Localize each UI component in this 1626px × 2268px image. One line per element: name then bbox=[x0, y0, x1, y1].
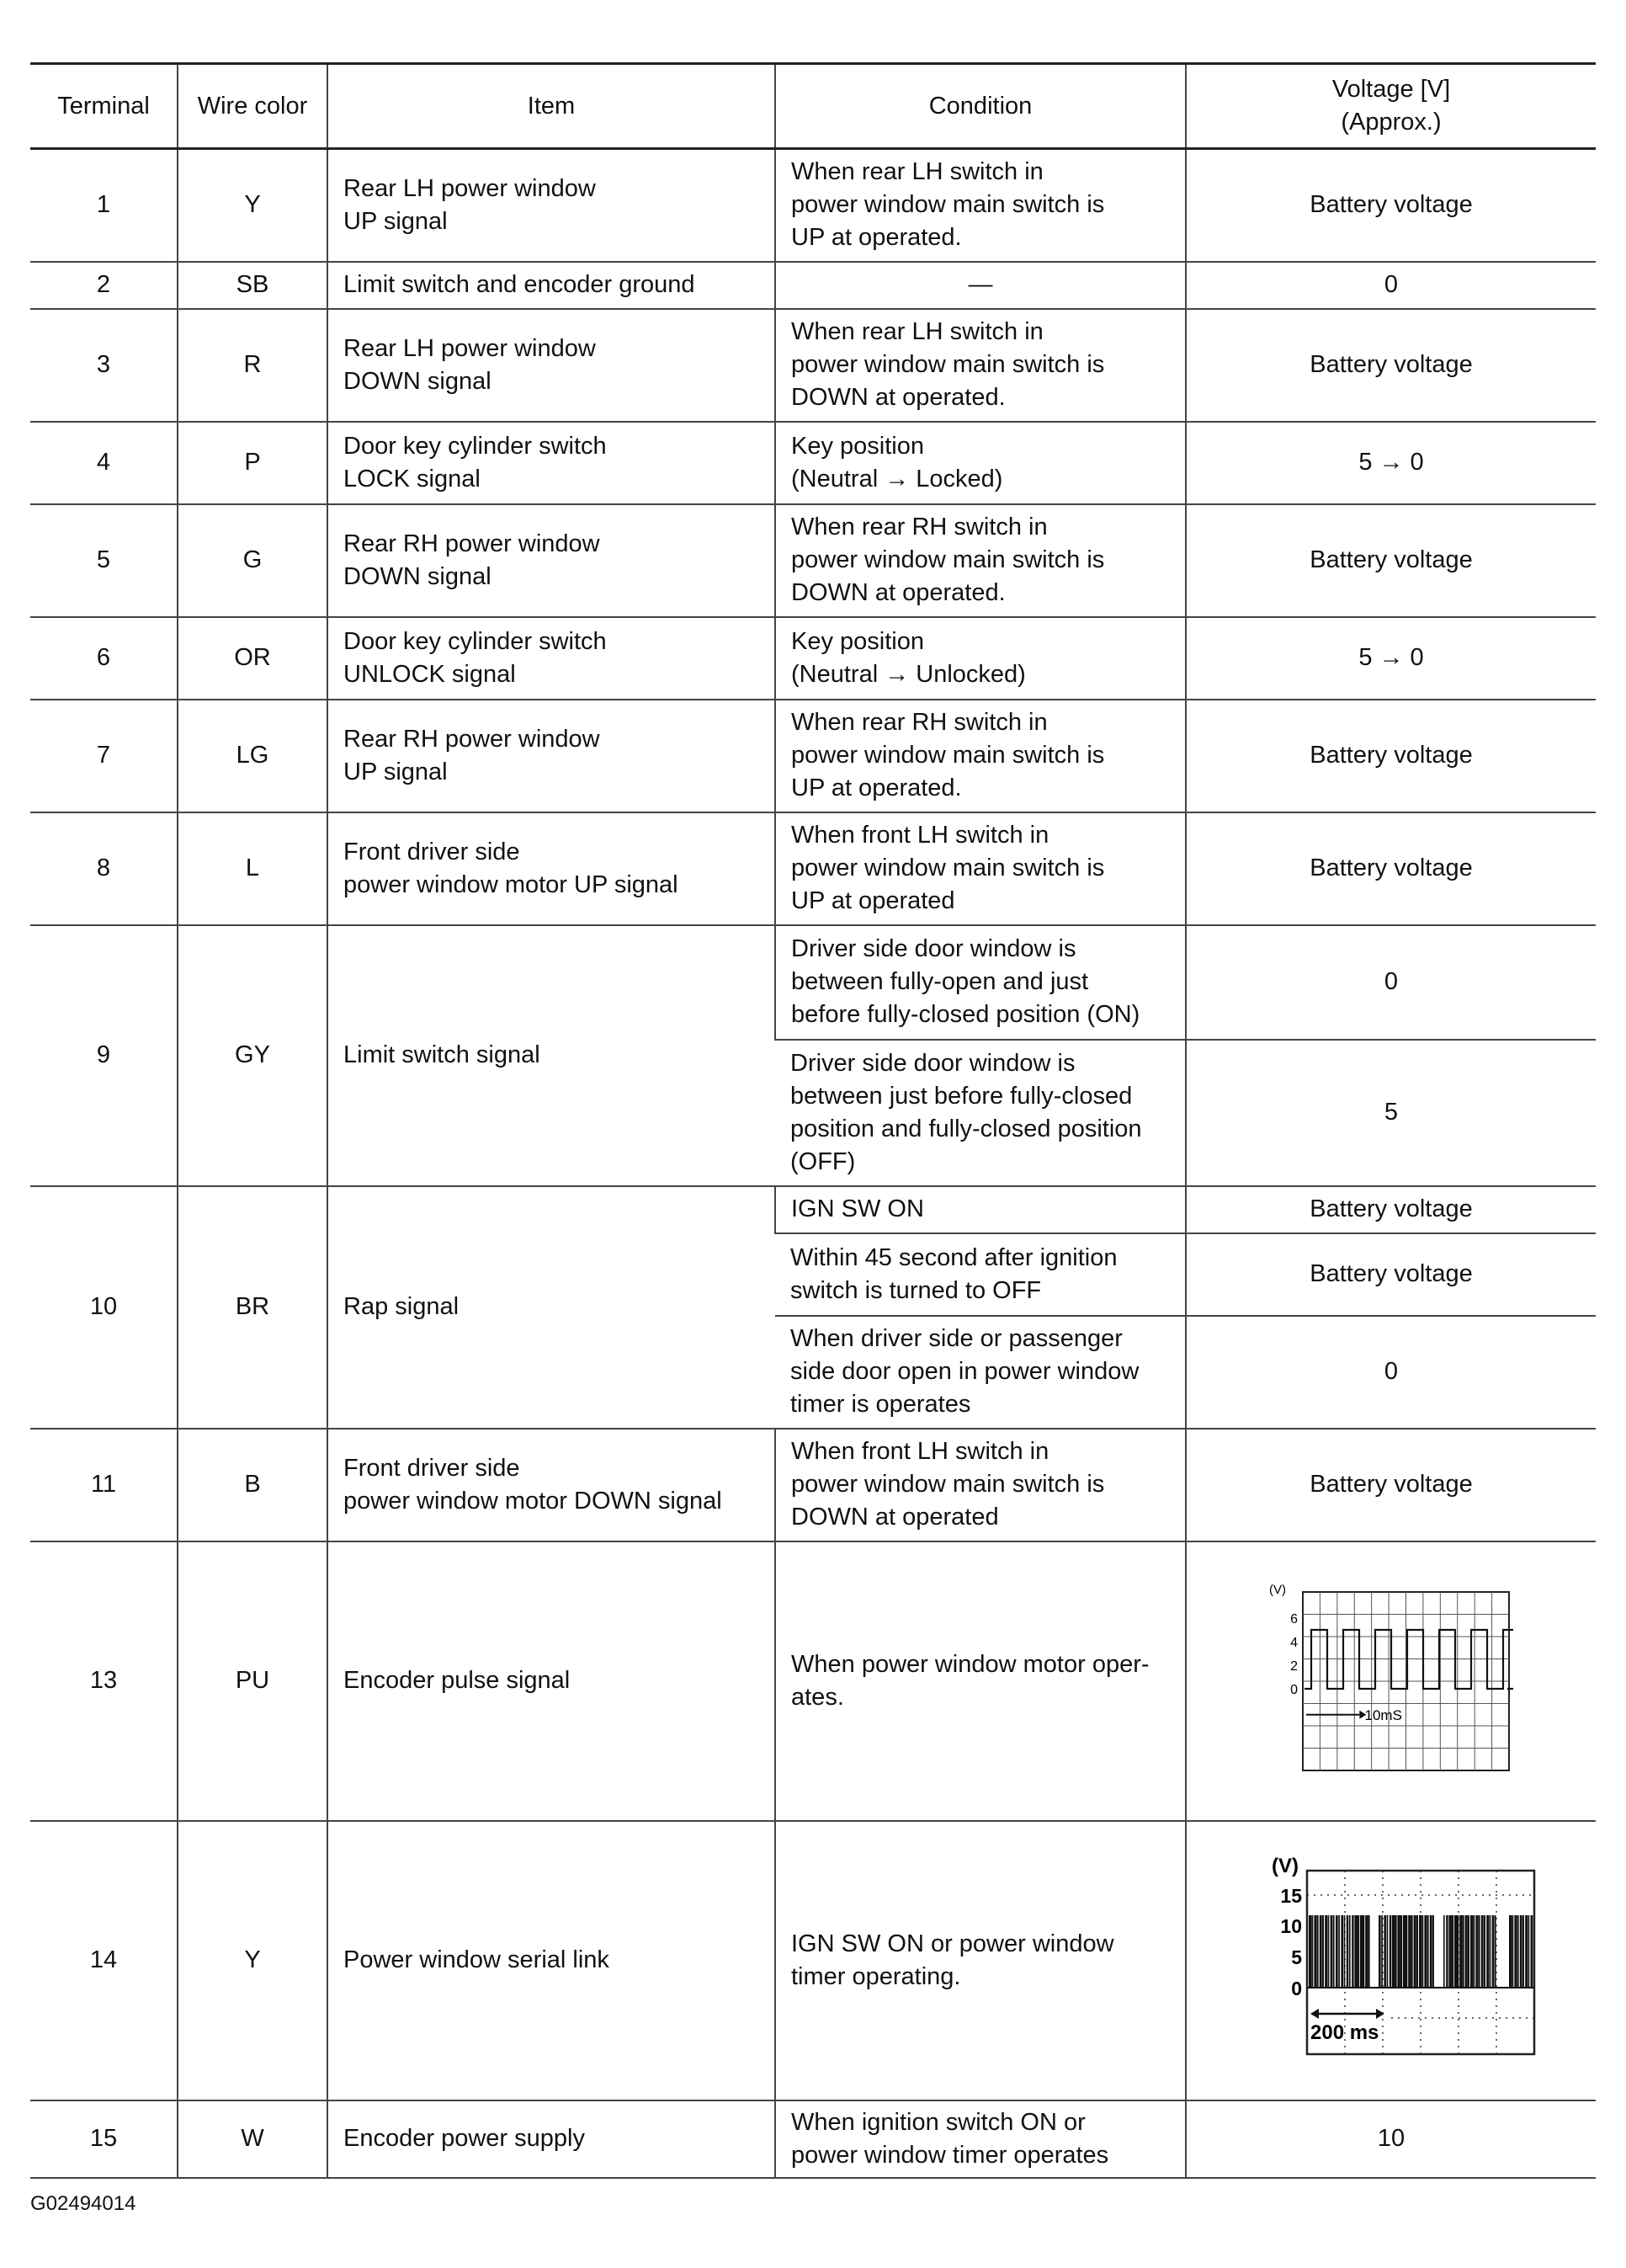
signal-burst bbox=[1525, 1915, 1528, 1988]
y-tick-label: 10 bbox=[1280, 1914, 1302, 1937]
header-item: Item bbox=[327, 64, 775, 149]
signal-burst bbox=[1327, 1915, 1329, 1988]
arrow-head-icon bbox=[1310, 2009, 1319, 2019]
terminal-cell: 7 bbox=[30, 700, 178, 812]
item-cell: Door key cylinder switch UNLOCK signal bbox=[327, 617, 775, 700]
item-cell: Power window serial link bbox=[327, 1821, 775, 2100]
signal-burst bbox=[1333, 1915, 1335, 1988]
table-row bbox=[30, 149, 1596, 262]
terminal-cell: 10 bbox=[30, 1186, 178, 1429]
signal-burst bbox=[1468, 1915, 1469, 1988]
signal-burst bbox=[1452, 1915, 1453, 1988]
signal-burst bbox=[1470, 1915, 1473, 1988]
condition-cell: Key position (Neutral → Unlocked) bbox=[775, 617, 1186, 700]
condition-cell: When driver side or passenger side door open in power window timer is operates bbox=[775, 1316, 1186, 1429]
condition-cell: When power window motor oper- ates. bbox=[775, 1541, 1186, 1821]
signal-burst bbox=[1489, 1915, 1490, 1988]
axis-unit: (V) bbox=[1272, 1855, 1299, 1877]
signal-burst bbox=[1349, 1915, 1351, 1988]
wire-color-cell: PU bbox=[178, 1541, 327, 1821]
signal-burst bbox=[1309, 1915, 1311, 1988]
signal-burst bbox=[1454, 1915, 1457, 1988]
terminal-cell: 9 bbox=[30, 925, 178, 1186]
table-row bbox=[30, 504, 1596, 617]
terminal-cell: 6 bbox=[30, 617, 178, 700]
wire-color-cell: W bbox=[178, 2100, 327, 2178]
header-wire-color: Wire color bbox=[178, 64, 327, 149]
terminal-cell: 1 bbox=[30, 149, 178, 262]
signal-burst bbox=[1421, 1915, 1423, 1988]
signal-burst bbox=[1320, 1915, 1322, 1988]
time-scale-label: 10mS bbox=[1364, 1706, 1402, 1723]
item-cell: Rap signal bbox=[327, 1186, 775, 1429]
table-body bbox=[30, 149, 1596, 2178]
item-cell: Limit switch signal bbox=[327, 925, 775, 1186]
wire-color-cell: GY bbox=[178, 925, 327, 1186]
y-tick-label: 6 bbox=[1290, 1611, 1298, 1626]
voltage-cell: 5 → 0 bbox=[1186, 617, 1596, 700]
condition-cell: IGN SW ON bbox=[775, 1186, 1186, 1233]
item-cell: Rear LH power window DOWN signal bbox=[327, 309, 775, 422]
signal-burst bbox=[1475, 1915, 1478, 1988]
voltage-cell: Battery voltage bbox=[1186, 812, 1596, 925]
signal-burst bbox=[1390, 1915, 1392, 1988]
signal-burst bbox=[1400, 1915, 1402, 1988]
condition-cell: When ignition switch ON or power window timer operates bbox=[775, 2100, 1186, 2178]
table-row bbox=[30, 812, 1596, 925]
signal-burst bbox=[1352, 1915, 1353, 1988]
wire-color-cell: R bbox=[178, 309, 327, 422]
condition-cell: — bbox=[775, 262, 1186, 309]
signal-burst bbox=[1403, 1915, 1405, 1988]
item-cell: Rear LH power window UP signal bbox=[327, 149, 775, 262]
y-tick-label: 5 bbox=[1291, 1946, 1302, 1968]
signal-burst bbox=[1416, 1915, 1418, 1988]
signal-burst bbox=[1395, 1915, 1396, 1988]
signal-burst bbox=[1344, 1915, 1346, 1988]
signal-burst bbox=[1520, 1915, 1522, 1988]
wire-color-cell: BR bbox=[178, 1186, 327, 1429]
condition-cell: Driver side door window is between fully-open and just before fully-closed position (ON) bbox=[775, 925, 1186, 1040]
y-tick-label: 4 bbox=[1290, 1635, 1298, 1650]
table-row bbox=[30, 1821, 1596, 2100]
item-cell: Door key cylinder switch LOCK signal bbox=[327, 422, 775, 504]
y-tick-label: 2 bbox=[1290, 1658, 1298, 1674]
voltage-cell: 0 bbox=[1186, 262, 1596, 309]
voltage-cell: Battery voltage bbox=[1186, 1429, 1596, 1541]
voltage-cell: 5 → 0 bbox=[1186, 422, 1596, 504]
terminal-cell: 2 bbox=[30, 262, 178, 309]
signal-burst bbox=[1443, 1915, 1445, 1988]
condition-cell: When rear RH switch in power window main switch is UP at operated. bbox=[775, 700, 1186, 812]
table-row bbox=[30, 309, 1596, 422]
signal-burst bbox=[1336, 1915, 1338, 1988]
signal-burst bbox=[1331, 1915, 1333, 1988]
item-cell: Encoder power supply bbox=[327, 2100, 775, 2178]
item-cell: Front driver side power window motor UP signal bbox=[327, 812, 775, 925]
signal-burst bbox=[1314, 1915, 1316, 1988]
signal-burst bbox=[1381, 1915, 1383, 1988]
condition-cell: Driver side door window is between just before fully-closed position and fully-closed position (OFF) bbox=[775, 1040, 1186, 1186]
figure-code: G02494014 bbox=[30, 2192, 136, 2215]
signal-burst bbox=[1397, 1915, 1400, 1988]
voltage-cell: Battery voltage bbox=[1186, 504, 1596, 617]
y-tick-label: 0 bbox=[1290, 1682, 1298, 1697]
y-tick-label: 0 bbox=[1291, 1977, 1302, 1999]
table-row bbox=[30, 617, 1596, 700]
terminal-cell: 4 bbox=[30, 422, 178, 504]
wire-color-cell: L bbox=[178, 812, 327, 925]
voltage-cell: Battery voltage bbox=[1186, 1186, 1596, 1233]
condition-cell: When front LH switch in power window main switch is UP at operated bbox=[775, 812, 1186, 925]
voltage-waveform-cell bbox=[1186, 1821, 1596, 2100]
wire-color-cell: LG bbox=[178, 700, 327, 812]
signal-burst bbox=[1473, 1915, 1475, 1988]
signal-burst bbox=[1495, 1915, 1496, 1988]
terminal-cell: 13 bbox=[30, 1541, 178, 1821]
signal-burst bbox=[1427, 1915, 1429, 1988]
table-row bbox=[30, 2100, 1596, 2178]
signal-burst bbox=[1484, 1915, 1485, 1988]
signal-burst bbox=[1347, 1915, 1349, 1988]
signal-burst bbox=[1408, 1915, 1411, 1988]
wire-color-cell: G bbox=[178, 504, 327, 617]
item-cell: Front driver side power window motor DOWN signal bbox=[327, 1429, 775, 1541]
voltage-cell: 0 bbox=[1186, 925, 1596, 1040]
signal-burst bbox=[1341, 1915, 1343, 1988]
signal-burst bbox=[1424, 1915, 1427, 1988]
terminal-voltage-table bbox=[30, 62, 1596, 2179]
signal-burst bbox=[1457, 1915, 1459, 1988]
wire-color-cell: OR bbox=[178, 617, 327, 700]
item-cell: Encoder pulse signal bbox=[327, 1541, 775, 1821]
signal-burst bbox=[1325, 1915, 1327, 1988]
signal-burst bbox=[1338, 1915, 1340, 1988]
item-cell: Rear RH power window DOWN signal bbox=[327, 504, 775, 617]
signal-burst bbox=[1459, 1915, 1462, 1988]
condition-cell: Key position (Neutral → Locked) bbox=[775, 422, 1186, 504]
header-condition: Condition bbox=[775, 64, 1186, 149]
signal-burst bbox=[1531, 1915, 1533, 1988]
voltage-cell: Battery voltage bbox=[1186, 149, 1596, 262]
signal-burst bbox=[1512, 1915, 1513, 1988]
header-terminal: Terminal bbox=[30, 64, 178, 149]
wire-color-cell: P bbox=[178, 422, 327, 504]
table-row bbox=[30, 262, 1596, 309]
voltage-cell: Battery voltage bbox=[1186, 700, 1596, 812]
signal-burst bbox=[1509, 1915, 1512, 1988]
terminal-cell: 5 bbox=[30, 504, 178, 617]
wire-color-cell: Y bbox=[178, 149, 327, 262]
signal-burst bbox=[1354, 1915, 1357, 1988]
axis-unit: (V) bbox=[1269, 1582, 1286, 1597]
signal-burst bbox=[1517, 1915, 1519, 1988]
wire-color-cell: SB bbox=[178, 262, 327, 309]
arrow-head-icon bbox=[1376, 2009, 1384, 2019]
header-voltage: Voltage [V] (Approx.) bbox=[1186, 64, 1596, 149]
condition-cell: Within 45 second after ignition switch is turned to OFF bbox=[775, 1233, 1186, 1316]
signal-burst bbox=[1365, 1915, 1368, 1988]
signal-burst bbox=[1514, 1915, 1517, 1988]
item-cell: Limit switch and encoder ground bbox=[327, 262, 775, 309]
signal-burst bbox=[1322, 1915, 1324, 1988]
table-row bbox=[30, 1429, 1596, 1541]
signal-burst bbox=[1528, 1915, 1529, 1988]
wire-color-cell: B bbox=[178, 1429, 327, 1541]
signal-burst bbox=[1392, 1915, 1395, 1988]
table-row bbox=[30, 1541, 1596, 1821]
header-row bbox=[30, 64, 1596, 149]
time-scale-label: 200 ms bbox=[1310, 2020, 1379, 2044]
signal-burst bbox=[1448, 1915, 1451, 1988]
voltage-cell: 5 bbox=[1186, 1040, 1596, 1186]
signal-burst bbox=[1360, 1915, 1363, 1988]
signal-burst bbox=[1379, 1915, 1381, 1988]
table-row bbox=[30, 1186, 1596, 1233]
signal-burst bbox=[1387, 1915, 1389, 1988]
signal-burst bbox=[1317, 1915, 1319, 1988]
voltage-waveform-cell bbox=[1186, 1541, 1596, 1821]
signal-burst bbox=[1481, 1915, 1484, 1988]
table-row bbox=[30, 925, 1596, 1040]
condition-cell: IGN SW ON or power window timer operating. bbox=[775, 1821, 1186, 2100]
condition-cell: When rear RH switch in power window main switch is DOWN at operated. bbox=[775, 504, 1186, 617]
signal-burst bbox=[1411, 1915, 1412, 1988]
signal-burst bbox=[1486, 1915, 1489, 1988]
terminal-cell: 3 bbox=[30, 309, 178, 422]
table-row bbox=[30, 422, 1596, 504]
terminal-voltage-table-sheet bbox=[30, 62, 1596, 2179]
condition-cell: When rear LH switch in power window main switch is UP at operated. bbox=[775, 149, 1186, 262]
voltage-cell: Battery voltage bbox=[1186, 1233, 1596, 1316]
signal-burst bbox=[1363, 1915, 1364, 1988]
voltage-cell: 0 bbox=[1186, 1316, 1596, 1429]
signal-burst bbox=[1522, 1915, 1524, 1988]
terminal-cell: 14 bbox=[30, 1821, 178, 2100]
condition-cell: When front LH switch in power window main switch is DOWN at operated bbox=[775, 1429, 1186, 1541]
signal-burst bbox=[1465, 1915, 1468, 1988]
signal-burst bbox=[1405, 1915, 1407, 1988]
signal-burst bbox=[1430, 1915, 1432, 1988]
signal-burst bbox=[1479, 1915, 1480, 1988]
signal-burst bbox=[1384, 1915, 1386, 1988]
item-cell: Rear RH power window UP signal bbox=[327, 700, 775, 812]
voltage-cell: Battery voltage bbox=[1186, 309, 1596, 422]
terminal-cell: 8 bbox=[30, 812, 178, 925]
signal-burst bbox=[1432, 1915, 1434, 1988]
table-row bbox=[30, 700, 1596, 812]
signal-burst bbox=[1492, 1915, 1495, 1988]
terminal-cell: 15 bbox=[30, 2100, 178, 2178]
signal-burst bbox=[1419, 1915, 1421, 1988]
encoder-pulse-waveform bbox=[1269, 1580, 1513, 1782]
signal-burst bbox=[1358, 1915, 1359, 1988]
terminal-cell: 11 bbox=[30, 1429, 178, 1541]
serial-link-waveform bbox=[1240, 1855, 1543, 2066]
condition-cell: When rear LH switch in power window main switch is DOWN at operated. bbox=[775, 309, 1186, 422]
signal-burst bbox=[1311, 1915, 1313, 1988]
voltage-cell: 10 bbox=[1186, 2100, 1596, 2178]
signal-burst bbox=[1446, 1915, 1448, 1988]
signal-burst bbox=[1368, 1915, 1369, 1988]
signal-burst bbox=[1462, 1915, 1464, 1988]
wire-color-cell: Y bbox=[178, 1821, 327, 2100]
signal-burst bbox=[1414, 1915, 1416, 1988]
y-tick-label: 15 bbox=[1280, 1884, 1302, 1907]
